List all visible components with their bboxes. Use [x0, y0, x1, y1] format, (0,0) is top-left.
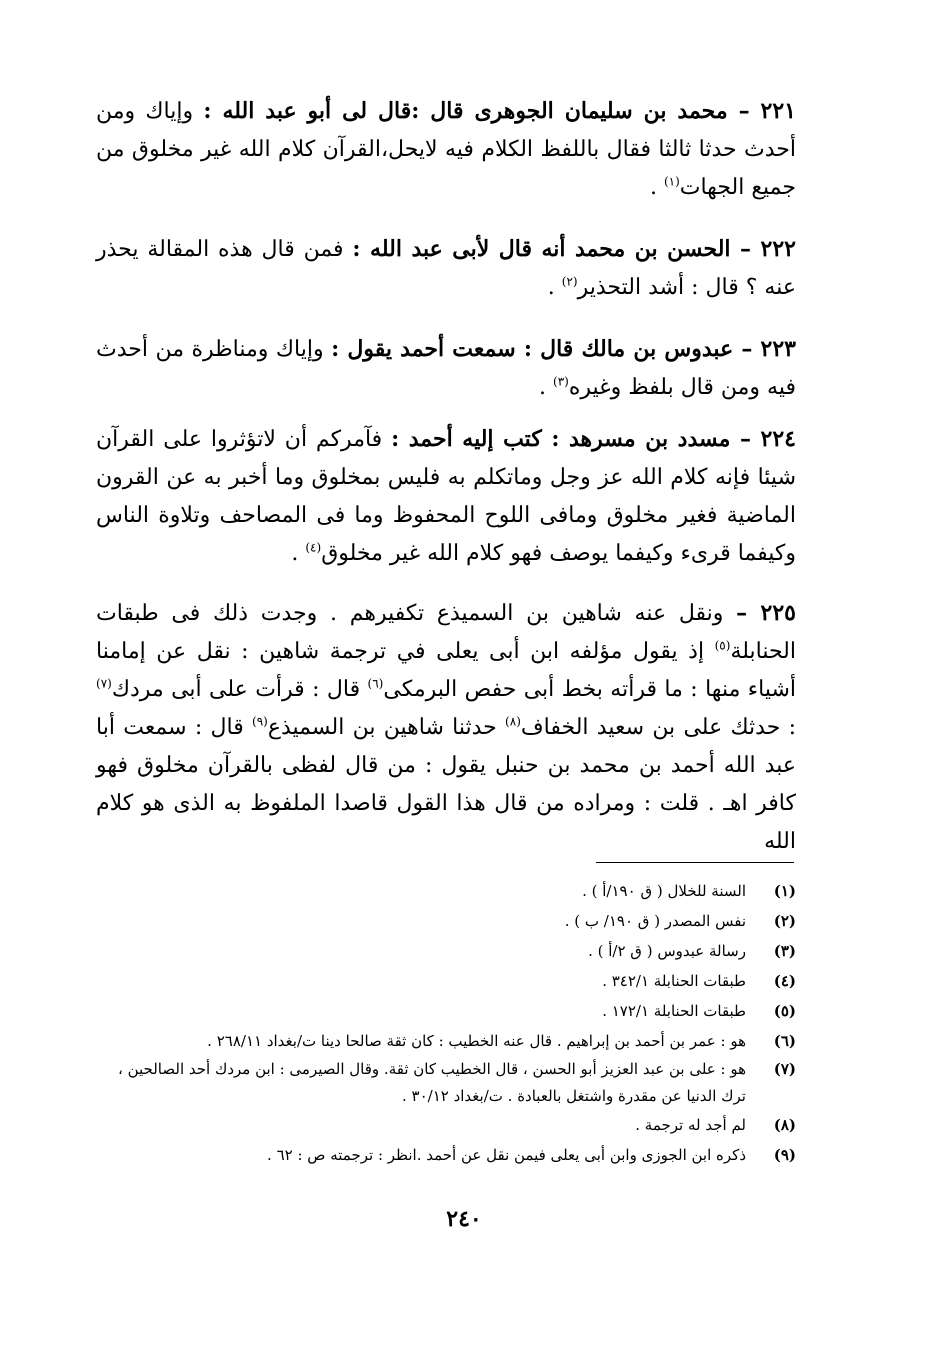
page-number: ٢٤٠: [446, 1206, 482, 1232]
entry-224: [96, 420, 796, 573]
footnote-ref: (٢): [561, 274, 578, 289]
entry-223: [96, 330, 796, 407]
entry-dash: –: [736, 600, 761, 626]
entry-body-part: : حدثك على بن سعيد الخفاف: [520, 715, 796, 740]
entry-paragraph: [96, 330, 796, 407]
footnote-number: (٢): [773, 912, 796, 930]
entry-body-part: قال : سمعت أبا عبد الله أحمد بن محمد بن حنبل يقول : من قال لفظى بالقرآن مخلوق فهو كافر اهـ . قلت : ومراده من قال هذا القول قاصدا الملفوظ به الذى هو كلام الله: [96, 715, 796, 854]
footnote-ref: (٥): [714, 638, 731, 653]
footnote-separator: [596, 862, 794, 863]
footnote-text: طبقات الحنابلة ١٧٢/١ .: [602, 1002, 746, 1020]
footnote-text: لم أجد له ترجمة .: [635, 1116, 746, 1134]
entry-heading: عبدوس بن مالك قال : سمعت أحمد يقول :: [331, 336, 734, 362]
footnote-ref: (٦): [367, 676, 384, 691]
footnote-number: (٨): [773, 1116, 796, 1134]
entry-dash: –: [730, 236, 761, 262]
footnote-ref: (٩): [252, 714, 268, 729]
footnote-text: طبقات الحنابلة ٣٤٢/١ .: [602, 972, 746, 990]
entry-dash: –: [730, 426, 761, 452]
entry-paragraph: [96, 420, 796, 573]
entry-body-part: إذ يقول مؤلفه ابن أبى يعلى في ترجمة شاهين : نقل عن إمامنا أشياء منها : ما قرأته بخط أبى حفص البرمكى: [96, 639, 796, 702]
footnote-ref: (٣): [553, 374, 569, 389]
entry-tail: .: [291, 541, 306, 566]
entry-body: فمن قال هذه المقالة يحذر عنه ؟ قال : أشد التحذير: [96, 237, 796, 300]
footnote-text: السنة للخلال ( ق ١٩٠/أ ) .: [582, 882, 746, 900]
entry-221: [96, 92, 796, 207]
entry-paragraph: [96, 230, 796, 307]
entry-heading: مسدد بن مسرهد : كتب إليه أحمد :: [391, 426, 731, 452]
footnote-text: رسالة عبدوس ( ق ٢/أ ) .: [588, 942, 746, 960]
footnote: [96, 996, 796, 1026]
footnote-number: (٩): [773, 1146, 796, 1164]
footnote-number: (٧): [773, 1060, 796, 1078]
entry-225: [96, 594, 796, 861]
entry-heading: محمد بن سليمان الجوهرى قال :قال لى أبو عبد الله :: [203, 98, 728, 124]
footnote-ref: (٨): [505, 714, 521, 729]
entry-body: فآمركم أن لاتؤثروا على القرآن شيئا فإنه كلام الله عز وجل وماتكلم به فليس بمخلوق وما أخبر به عن القرون الماضية فغير مخلوق ومافى اللوح المحفوظ وما فى المصاحف وتلاوة الناس وكيفما قرىء وكيفما يوصف فهو كلام الله غير مخلوق: [96, 427, 796, 566]
entry-body: وإياك ومناظرة من أحدث فيه ومن قال بلفظ وغيره: [96, 337, 796, 400]
footnote-text: هو : على بن عبد العزيز أبو الحسن ، قال الخطيب كان ثقة. وقال الصيرمى : ابن مردك أحد الصالحين ، ترك الدنيا عن مقدرة واشتغل بالعبادة . ت/بغداد ٣٠/١٢ .: [117, 1060, 746, 1105]
footnote-number: (١): [773, 882, 796, 900]
entry-body-part: حدثنا شاهين بن السميذع: [267, 715, 506, 740]
footnote: [96, 936, 796, 966]
entry-222: [96, 230, 796, 307]
entry-paragraph: [96, 92, 796, 207]
entry-body-part: ونقل عنه شاهين بن السميذع تكفيرهم . وجدت ذلك فى طبقات الحنابلة: [96, 601, 796, 664]
footnote: [96, 1110, 796, 1140]
entry-heading: الحسن بن محمد أنه قال لأبى عبد الله :: [352, 236, 731, 262]
entry-body: وإياك ومن أحدث حدثا ثالثا فقال باللفظ الكلام فيه لايحل،القرآن كلام الله غير مخلوق من جميع الجهات: [96, 99, 796, 200]
entry-paragraph: [96, 594, 796, 861]
entry-dash: –: [733, 336, 761, 362]
entry-tail: .: [649, 175, 664, 200]
footnote: [96, 1056, 796, 1110]
footnote: [96, 966, 796, 996]
entry-number: ٢٢٢: [760, 236, 796, 262]
footnotes: [96, 876, 796, 1170]
footnote-number: (٤): [773, 972, 796, 990]
footnote: [96, 906, 796, 936]
entry-number: ٢٢١: [760, 98, 796, 124]
footnote-number: (٦): [773, 1032, 796, 1050]
entry-dash: –: [727, 98, 761, 124]
entry-number: ٢٢٤: [760, 426, 796, 452]
entry-tail: .: [547, 275, 562, 300]
footnote-text: هو : عمر بن أحمد بن إبراهيم . قال عنه الخطيب : كان ثقة صالحا دينا ت/بغداد ٢٦٨/١١ .: [207, 1032, 746, 1050]
entry-number: ٢٢٣: [760, 336, 796, 362]
footnote-ref: (٧): [96, 676, 112, 691]
footnote-ref: (٤): [305, 540, 322, 555]
footnote-ref: (١): [663, 174, 680, 189]
footnote-text: نفس المصدر ( ق ١٩٠/ ب ) .: [564, 912, 746, 930]
entry-number: ٢٢٥: [760, 600, 796, 626]
entry-body-part: قال : قرأت على أبى مردك: [111, 677, 368, 702]
footnote-number: (٣): [773, 942, 796, 960]
footnote-number: (٥): [773, 1002, 796, 1020]
footnote: [96, 1026, 796, 1056]
footnote: [96, 876, 796, 906]
entry-tail: .: [539, 375, 554, 400]
footnote-text: ذكره ابن الجوزى وابن أبى يعلى فيمن نقل عن أحمد .انظر : ترجمته ص : ٦٢ .: [267, 1146, 746, 1164]
footnote: [96, 1140, 796, 1170]
